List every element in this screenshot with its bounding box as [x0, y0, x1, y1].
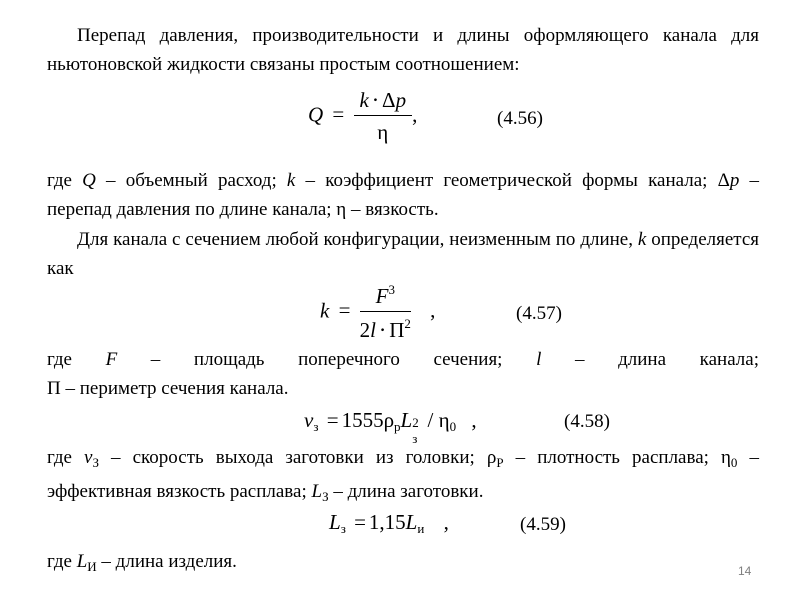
- eq-symbol: ρ: [383, 408, 395, 432]
- eq-superscript: 2: [404, 316, 411, 331]
- eq-symbol: Π: [389, 318, 405, 342]
- f-definition-line: [47, 345, 759, 374]
- symbol: l: [536, 349, 542, 370]
- equation-number: (4.58): [564, 411, 610, 432]
- eq-symbol: η: [438, 408, 450, 432]
- text-run: – длина заготовки.: [328, 481, 484, 502]
- eq-sign: =: [332, 102, 345, 127]
- eq-operator: ⋅: [371, 88, 380, 112]
- eq-superscript: 2: [412, 415, 419, 430]
- eq-symbol: L: [400, 408, 413, 432]
- eq-subscript: и: [417, 521, 425, 536]
- eq-symbol: p: [395, 88, 407, 112]
- text-run: – длина канала;: [541, 349, 759, 370]
- symbol: Q: [82, 170, 96, 191]
- fraction-denominator: [360, 312, 411, 343]
- eq-operator: ⋅: [379, 318, 387, 342]
- fraction-numerator: [360, 282, 411, 312]
- subscript: Р: [496, 455, 504, 470]
- equation-number: (4.56): [497, 108, 543, 129]
- eq-number: 1555: [341, 408, 384, 432]
- fraction: [360, 282, 411, 343]
- eq-punctuation: ,: [471, 408, 477, 432]
- eq-operator: /: [422, 408, 439, 432]
- symbol: η: [720, 447, 731, 468]
- eq-punctuation: ,: [443, 510, 449, 534]
- eq-symbol: L: [405, 510, 418, 534]
- subscript: З: [322, 489, 329, 504]
- equation-4-57: [320, 282, 435, 343]
- text-run: – эффективная вязкость расплава;: [47, 447, 759, 502]
- equation-4-58: [304, 408, 477, 446]
- symbol: p: [729, 170, 740, 191]
- eq-sign: =: [338, 298, 351, 323]
- eq-symbol: L: [329, 510, 341, 534]
- symbol: L: [311, 481, 323, 502]
- text-run: – площадь поперечного сечения;: [117, 349, 537, 370]
- symbol: k: [637, 229, 647, 250]
- eq-sign: =: [326, 408, 339, 432]
- eq-punctuation: ,: [412, 102, 418, 127]
- subscript: 0: [730, 455, 738, 470]
- eq-symbol: Δ: [382, 88, 396, 112]
- eq-number: 2: [359, 318, 371, 342]
- text-run: – длина изделия.: [96, 551, 237, 572]
- equation-number: (4.59): [520, 514, 566, 535]
- eq-sign: =: [354, 510, 366, 534]
- fraction-numerator: [354, 88, 413, 116]
- variables-paragraph: [47, 443, 759, 511]
- eq-subscript: 0: [449, 419, 457, 434]
- symbol: Δ: [717, 170, 730, 191]
- eq-subscript: з: [313, 419, 319, 434]
- page-number: 14: [738, 564, 752, 578]
- symbol: F: [105, 349, 118, 370]
- product-length-paragraph: [47, 547, 759, 581]
- text-run: – коэффициент геометрической формы канала;: [295, 170, 718, 191]
- text-run: – плотность расплава;: [503, 447, 721, 468]
- text-run: – скорость выхода заготовки из головки;: [98, 447, 487, 468]
- perimeter-definition-line: Π – периметр сечения канала.: [47, 378, 289, 399]
- eq-symbol: v: [304, 408, 314, 432]
- eq-symbol: k: [359, 88, 369, 112]
- text-run: – объемный расход;: [95, 170, 287, 191]
- text-run: где: [47, 447, 85, 468]
- eq-symbol: k: [320, 298, 330, 323]
- intro-paragraph: Перепад давления, производительности и длины оформляющего канала для ньютоновской жидкости связаны простым соотношением:: [47, 25, 759, 75]
- text-run: где: [47, 551, 77, 572]
- text-run: – перепад давления по длине канала; η – вязкость.: [47, 170, 759, 220]
- eq-subscript: з: [340, 521, 346, 536]
- definitions-paragraph: [47, 166, 759, 224]
- eq-punctuation: ,: [430, 298, 436, 323]
- text-run: где: [47, 170, 83, 191]
- eq-symbol: l: [370, 318, 377, 342]
- fraction: [354, 88, 413, 145]
- equation-4-56: [308, 88, 417, 145]
- symbol: ρ: [486, 447, 497, 468]
- eq-superscript: 3: [388, 282, 395, 297]
- equation-4-59: [329, 510, 449, 537]
- symbol: v: [84, 447, 93, 468]
- symbol: k: [286, 170, 296, 191]
- eq-subscript: з: [412, 431, 418, 446]
- eq-symbol: Q: [308, 102, 324, 127]
- text-run: Для канала с сечением любой конфигурации, неизменным по длине,: [77, 229, 638, 250]
- k-definition-paragraph: [47, 225, 759, 283]
- eq-subscript: р: [394, 419, 401, 434]
- subscript: И: [87, 559, 97, 574]
- symbol: L: [76, 551, 88, 572]
- text-run: где: [47, 349, 106, 370]
- fraction-denominator: η: [377, 120, 389, 144]
- eq-number: 1,15: [368, 510, 406, 534]
- text-run: определяется как: [47, 229, 760, 279]
- equation-number: (4.57): [516, 303, 562, 324]
- eq-symbol: F: [375, 284, 389, 308]
- subscript: З: [92, 455, 99, 470]
